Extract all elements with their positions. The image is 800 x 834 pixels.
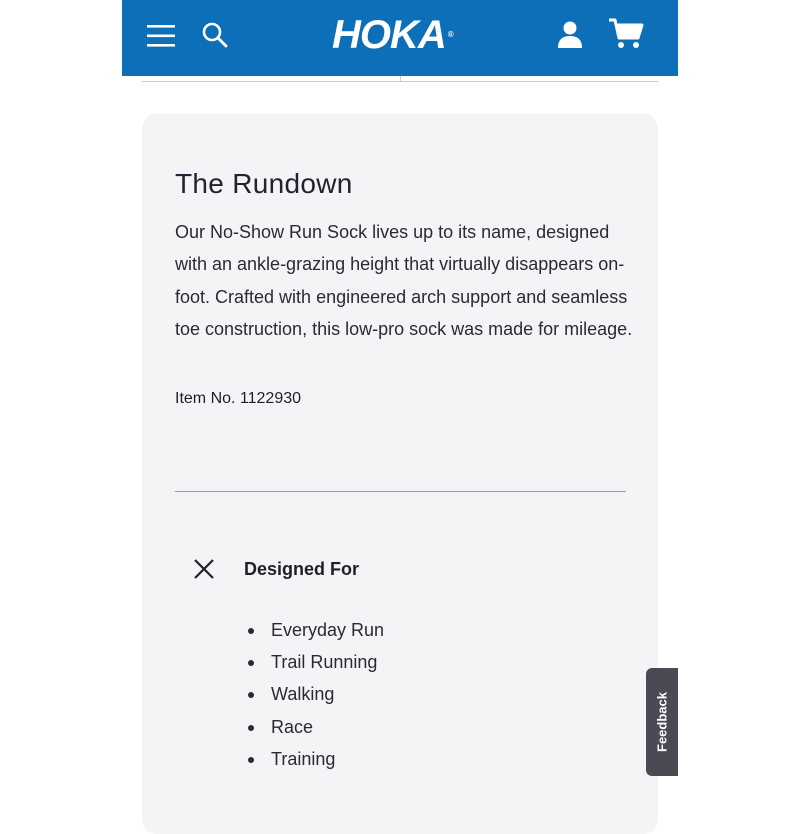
item-number: Item No. 1122930: [175, 390, 302, 407]
list-item: Trail Running: [271, 646, 384, 678]
account-icon[interactable]: [556, 20, 584, 50]
product-description: Our No-Show Run Sock lives up to its name, designed with an ankle-grazing height that virtually disappears on-foot. Crafted with engineered arch support and seamless toe construction, this low-pro sock was made for mileage.: [175, 222, 633, 340]
designed-for-toggle[interactable]: [192, 554, 552, 584]
site-header: [122, 0, 678, 76]
feedback-tab[interactable]: [646, 668, 678, 776]
list-item: Race: [271, 711, 384, 743]
logo-registered-mark: ®: [447, 30, 453, 39]
tab-divider: [400, 76, 401, 81]
rundown-title: The Rundown: [175, 168, 353, 199]
search-icon[interactable]: [201, 21, 229, 49]
hoka-logo[interactable]: [332, 12, 453, 58]
designed-for-list: [271, 614, 384, 775]
section-divider: [175, 491, 626, 492]
list-item: Training: [271, 743, 384, 775]
list-item: Everyday Run: [271, 614, 384, 646]
product-details-card: [142, 114, 658, 834]
menu-icon[interactable]: [147, 24, 175, 48]
feedback-label: Feedback: [654, 692, 670, 752]
designed-for-label: Designed For: [244, 558, 360, 579]
list-item: Walking: [271, 678, 384, 710]
close-icon[interactable]: [192, 557, 216, 581]
cart-icon[interactable]: [608, 17, 644, 51]
subnav-tabs: [142, 76, 658, 82]
logo-text: HOKA: [332, 13, 446, 57]
